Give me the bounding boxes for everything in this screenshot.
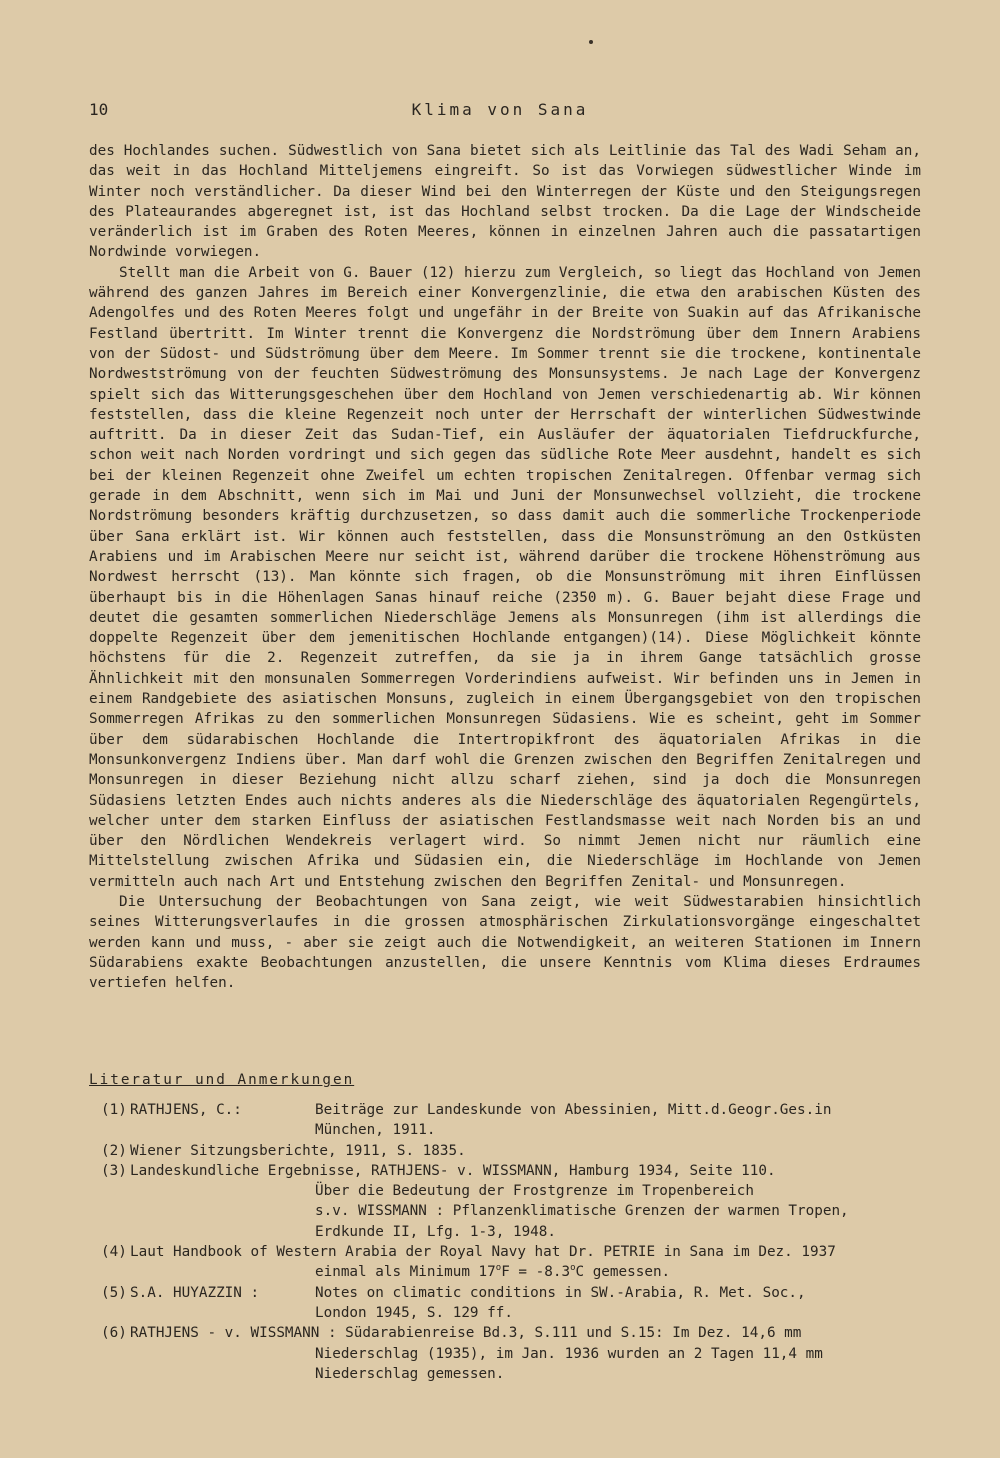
paragraph: Die Untersuchung der Beobachtungen von Sana zeigt, wie weit Südwestarabien hinsichtlich seines Witterungsverlaufes in die grossen atmosphärischen Zirkulationsvorgänge eingeschaltet werden kann und muss, - aber sie zeigt auch die Notwendigkeit, an weiteren Stationen im Innern Südarabiens exakte Beobachtungen anzustellen, die unsere Kenntnis vom Klima dieses Erdraumes vertiefen helfen. bbox=[89, 893, 921, 992]
running-title: Klima von Sana bbox=[411, 100, 589, 119]
reference-author: RATHJENS, C.: bbox=[130, 1102, 242, 1118]
reference-text: München, 1911. bbox=[315, 1122, 436, 1139]
reference-item bbox=[101, 1161, 926, 1242]
reference-text: Notes on climatic conditions in SW.-Arabia, R. Met. Soc., bbox=[315, 1284, 806, 1301]
reference-item bbox=[101, 1141, 926, 1161]
reference-item bbox=[101, 1283, 926, 1324]
reference-text: Wiener Sitzungsberichte, 1911, S. 1835. bbox=[130, 1142, 466, 1159]
reference-text-part: F = -8.3 bbox=[501, 1264, 571, 1281]
ink-speck bbox=[589, 40, 593, 44]
degree-sign: o bbox=[495, 1263, 502, 1274]
degree-sign: o bbox=[570, 1263, 576, 1274]
reference-item bbox=[101, 1100, 926, 1141]
reference-number: (3) bbox=[101, 1162, 127, 1179]
body-text bbox=[89, 141, 921, 993]
reference-text-part: einmal als Minimum 17 bbox=[315, 1264, 496, 1281]
reference-text: RATHJENS - v. WISSMANN : Südarabienreise Bd.3, S.111 und S.15: Im Dez. 14,6 mm bbox=[130, 1325, 802, 1342]
reference-list bbox=[101, 1100, 926, 1384]
reference-number: (5) bbox=[101, 1284, 127, 1301]
reference-item bbox=[101, 1323, 926, 1384]
reference-text: s.v. WISSMANN : Pflanzenklimatische Grenzen der warmen Tropen, bbox=[315, 1203, 849, 1220]
literature-heading: Literatur und Anmerkungen bbox=[89, 1072, 355, 1088]
reference-number: (4) bbox=[101, 1244, 127, 1261]
reference-number: (2) bbox=[101, 1142, 127, 1159]
reference-text: Erdkunde II, Lfg. 1-3, 1948. bbox=[315, 1223, 557, 1240]
reference-item bbox=[101, 1242, 926, 1283]
reference-number: (6) bbox=[101, 1325, 127, 1342]
reference-text: Niederschlag (1935), im Jan. 1936 wurden an 2 Tagen 11,4 mm bbox=[315, 1345, 823, 1362]
page-number: 10 bbox=[89, 100, 109, 119]
reference-text: Beiträge zur Landeskunde von Abessinien, Mitt.d.Geogr.Ges.in bbox=[315, 1102, 832, 1118]
reference-text: Landeskundliche Ergebnisse, RATHJENS- v. WISSMANN, Hamburg 1934, Seite 110. bbox=[130, 1162, 776, 1179]
reference-author: S.A. HUYAZZIN : bbox=[130, 1284, 260, 1301]
reference-text: Über die Bedeutung der Frostgrenze im Tropenbereich bbox=[315, 1183, 754, 1200]
reference-text: Laut Handbook of Western Arabia der Royal Navy hat Dr. PETRIE in Sana im Dez. 1937 bbox=[130, 1244, 836, 1261]
reference-text: Niederschlag gemessen. bbox=[315, 1365, 505, 1382]
paragraph: Stellt man die Arbeit von G. Bauer (12) hierzu zum Vergleich, so liegt das Hochland von Jemen während des ganzen Jahres im Bereich einer Konvergenzlinie, die etwa den arabischen Küsten des Adengolfes und des Roten Meeres folgt und ungefähr in der Breite von Suakin auf das Afrikanische Festland übertritt. Im Winter trennt die Konvergenz die Nordströmung über dem Innern Arabiens von der Südost- und Südströmung über dem Meere. Im Sommer trennt sie die trockene, kontinentale Nordwestströmung von der feuchten Südweströmung des Monsunsystems. Je nach Lage der Konvergenz spielt sich das Witterungsgeschehen über dem Hochland von Jemen verschiedenartig ab. Wir können feststellen, dass die kleine Regenzeit noch unter der Herrschaft der winterlichen Südwestwinde auftritt. Da in dieser Zeit das Sudan-Tief, ein Ausläufer der äquatorialen Tiefdruckfurche, schon weit nach Norden vordringt und sich gegen das südliche Rote Meer ausdehnt, handelt es sich bei der kleinen Regenzeit ohne Zweifel um echten tropischen Zenitalregen. Offenbar vermag sich gerade in dem Abschnitt, wenn sich im Mai und Juni der Monsunwechsel vollzieht, die trockene Nordströmung besonders kräftig durchzusetzen, so dass damit auch die sommerliche Trockenperiode über Sana erklärt ist. Wir können auch feststellen, dass die Monsunströmung an den Ostküsten Arabiens und im Arabischen Meere nur seicht ist, während darüber die trockene Höhenströmung aus Nordwest herrscht (13). Man könnte sich fragen, ob die Monsunströmung mit ihren Einflüssen überhaupt bis in die Höhenlagen Sanas hinauf reiche (2350 m). G. Bauer bejaht diese Frage und deutet die gesamten sommerlichen Niederschläge Jemens als Monsunregen (ihm ist allerdings die doppelte Regenzeit über dem jemenitischen Hochlande entgangen)(14). Diese Möglichkeit könnte höchstens für die 2. Regenzeit zutreffen, da sie ja in ihrem Gange tatsächlich grosse Ähnlichkeit mit den monsunalen Sommerregen Vorderindiens aufweist. Wir befinden uns in Jemen in einem Randgebiete des asiatischen Monsuns, zugleich in einem Übergangsgebiet von den tropischen Sommerregen Afrikas zu den sommerlichen Monsunregen Südasiens. Wie es scheint, geht im Sommer über dem südarabischen Hochlande die Intertropikfront des äquatorialen Afrikas in die Monsunkonvergenz Indiens über. Man darf wohl die Grenzen zwischen den Begriffen Zenitalregen und Monsunregen in dieser Beziehung nicht allzu scharf ziehen, sind ja doch die Monsunregen Südasiens letzten Endes auch nichts anderes als die Niederschläge des äquatorialen Regengürtels, welcher unter dem starken Einfluss der asiatischen Festlandsmasse weit nach Norden bis an und über den Nördlichen Wendekreis verlagert wird. So nimmt Jemen nicht nur räumlich eine Mittelstellung zwischen Afrika und Südasien ein, die Niederschläge im Hochlande von Jemen vermitteln auch nach Art und Entstehung zwischen den Begriffen Zenital- und Monsunregen. bbox=[89, 264, 921, 890]
reference-text-part: C gemessen. bbox=[575, 1264, 671, 1281]
reference-text bbox=[130, 1262, 926, 1282]
reference-text: London 1945, S. 129 ff. bbox=[315, 1304, 513, 1321]
reference-number: (1) bbox=[101, 1102, 127, 1118]
paragraph: des Hochlandes suchen. Südwestlich von Sana bietet sich als Leitlinie das Tal des Wadi Seham an, das weit in das Hochland Mitteljemens eingreift. So ist das Vorwiegen südwestlicher Winde im Winter noch verständlicher. Da dieser Wind bei den Winterregen der Küste und den Steigungsregen des Plateaurandes abgeregnet ist, ist das Hochland selbst trocken. Da die Lage der Windscheide veränderlich ist im Graben des Roten Meeres, können in einzelnen Jahren auch die passatartigen Nordwinde vorwiegen. bbox=[89, 143, 921, 261]
